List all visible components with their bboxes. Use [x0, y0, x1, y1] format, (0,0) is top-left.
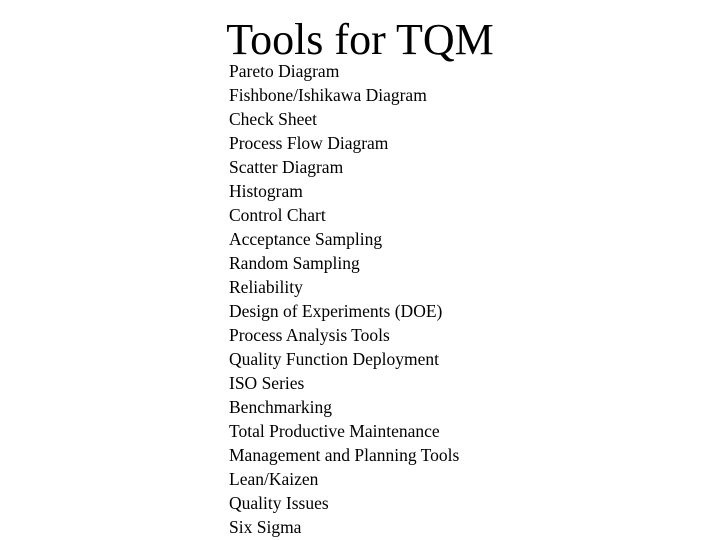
tool-list — [229, 59, 459, 539]
list-item: Process Flow Diagram — [229, 133, 389, 153]
list-item: Quality Function Deployment — [229, 349, 439, 369]
list-item: Total Productive Maintenance — [229, 421, 440, 441]
list-item: Reliability — [229, 277, 303, 297]
list-item: Quality Issues — [229, 493, 329, 513]
list-item: Benchmarking — [229, 397, 333, 417]
list-item: Process Analysis Tools — [229, 325, 390, 345]
list-item: Design of Experiments (DOE) — [229, 301, 443, 321]
list-item: Scatter Diagram — [229, 157, 344, 177]
list-item: Random Sampling — [229, 253, 360, 273]
list-item: Fishbone/Ishikawa Diagram — [229, 85, 427, 105]
list-item: Histogram — [229, 181, 303, 201]
list-item: Control Chart — [229, 205, 326, 225]
list-item: Acceptance Sampling — [229, 229, 383, 249]
slide-title: Tools for TQM — [226, 15, 494, 64]
list-item: Lean/Kaizen — [229, 469, 319, 489]
list-item: Six Sigma — [229, 517, 302, 537]
list-item: ISO Series — [229, 373, 305, 393]
list-item: Check Sheet — [229, 109, 317, 129]
list-item: Management and Planning Tools — [229, 445, 460, 465]
list-item: Pareto Diagram — [229, 61, 340, 81]
